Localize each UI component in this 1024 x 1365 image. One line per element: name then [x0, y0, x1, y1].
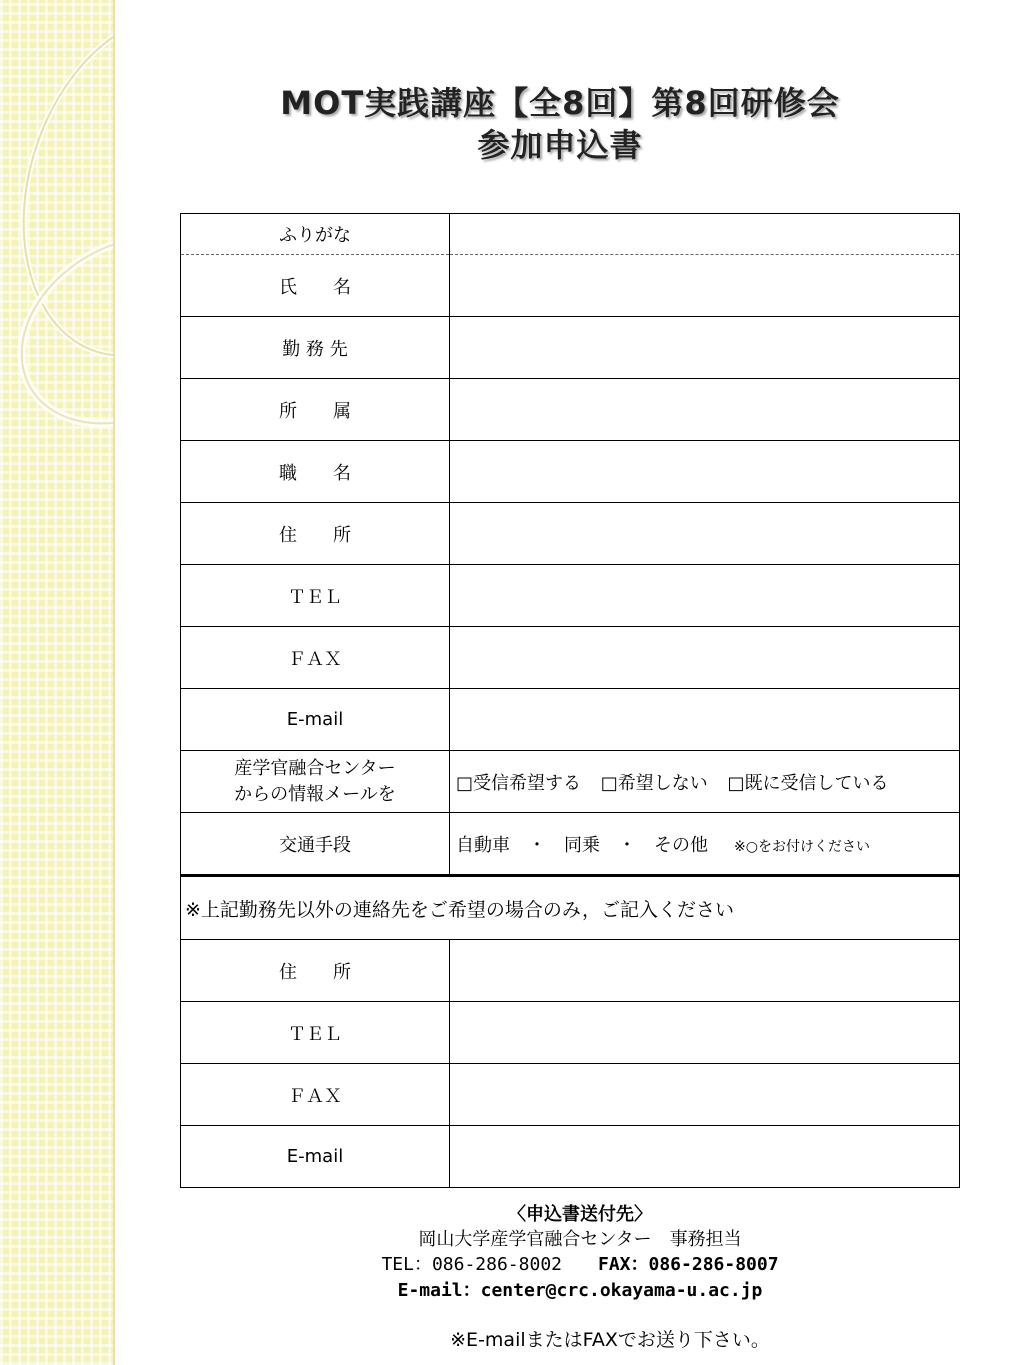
- transport-label: 交通手段: [181, 813, 450, 876]
- furigana-label: ふりがな: [181, 214, 450, 255]
- footer-org: 岡山大学産学官融合センター 事務担当: [418, 1229, 742, 1250]
- transport-option-car[interactable]: 自動車: [456, 834, 510, 856]
- row-transport: [181, 813, 960, 876]
- row-alt-contact-note: [181, 876, 960, 940]
- footer-email: E-mail：center@crc.okayama-u.ac.jp: [397, 1280, 763, 1301]
- fax-label: ＦＡＸ: [181, 627, 450, 689]
- row-email: [181, 689, 960, 751]
- tel-label: ＴＥＬ: [181, 565, 450, 627]
- side-band-edge: [113, 0, 115, 1365]
- company-label: 勤 務 先: [181, 317, 450, 379]
- transport-separator: ・: [618, 834, 636, 856]
- email-field[interactable]: [450, 689, 960, 751]
- transport-options: [450, 813, 960, 876]
- mail-info-label-line2: からの情報メールを: [234, 783, 396, 805]
- footer-contact: [300, 1250, 860, 1276]
- alt-tel-label: ＴＥＬ: [181, 1002, 450, 1064]
- alt-fax-field[interactable]: [450, 1064, 960, 1126]
- page-subtitle: 参加申込書: [477, 126, 643, 164]
- row-company: [181, 317, 960, 379]
- transport-option-carpool[interactable]: 同乗: [564, 834, 600, 856]
- mail-info-label: [181, 751, 450, 813]
- row-mail-info: [181, 751, 960, 813]
- transport-note: ※○をお付けください: [734, 838, 870, 855]
- furigana-field[interactable]: [450, 214, 960, 255]
- alt-address-label: 住 所: [181, 940, 450, 1002]
- email-label: E-mail: [181, 689, 450, 751]
- alt-address-field[interactable]: [450, 940, 960, 1002]
- mail-info-options: [450, 751, 960, 813]
- transport-option-other[interactable]: その他: [654, 834, 708, 856]
- position-field[interactable]: [450, 441, 960, 503]
- decorative-rings: [0, 0, 114, 460]
- position-label: 職 名: [181, 441, 450, 503]
- mail-option-already-checkbox[interactable]: □既に受信している: [727, 772, 889, 794]
- address-field[interactable]: [450, 503, 960, 565]
- row-alt-fax: [181, 1064, 960, 1126]
- footer-heading: 〈申込書送付先〉: [508, 1204, 652, 1225]
- name-label: 氏 名: [181, 255, 450, 317]
- footer-send-note: ※E-mailまたはFAXでお送り下さい。: [450, 1329, 770, 1351]
- fax-field[interactable]: [450, 627, 960, 689]
- row-furigana: [181, 214, 960, 255]
- row-fax: [181, 627, 960, 689]
- mail-info-label-line1: 産学官融合センター: [234, 757, 396, 779]
- company-field[interactable]: [450, 317, 960, 379]
- row-alt-tel: [181, 1002, 960, 1064]
- address-label: 住 所: [181, 503, 450, 565]
- mail-option-decline-checkbox[interactable]: □希望しない: [600, 772, 708, 794]
- row-alt-email: [181, 1126, 960, 1188]
- footer-tel: TEL：086-286-8002: [381, 1254, 562, 1275]
- application-form-table: [180, 213, 960, 1188]
- alt-tel-field[interactable]: [450, 1002, 960, 1064]
- alt-email-field[interactable]: [450, 1126, 960, 1188]
- transport-separator: ・: [528, 834, 546, 856]
- alt-fax-label: ＦＡＸ: [181, 1064, 450, 1126]
- department-label: 所 属: [181, 379, 450, 441]
- row-tel: [181, 565, 960, 627]
- tel-field[interactable]: [450, 565, 960, 627]
- row-position: [181, 441, 960, 503]
- department-field[interactable]: [450, 379, 960, 441]
- alt-email-label: E-mail: [181, 1126, 450, 1188]
- footer-fax: FAX：086-286-8007: [598, 1254, 779, 1275]
- page-title: MOT実践講座【全8回】第8回研修会: [280, 84, 840, 122]
- row-department: [181, 379, 960, 441]
- row-address: [181, 503, 960, 565]
- name-field[interactable]: [450, 255, 960, 317]
- alt-contact-note: ※上記勤務先以外の連絡先をご希望の場合のみ，ご記入ください: [181, 876, 960, 940]
- mail-option-receive-checkbox[interactable]: □受信希望する: [456, 772, 582, 794]
- row-alt-address: [181, 940, 960, 1002]
- row-name: [181, 255, 960, 317]
